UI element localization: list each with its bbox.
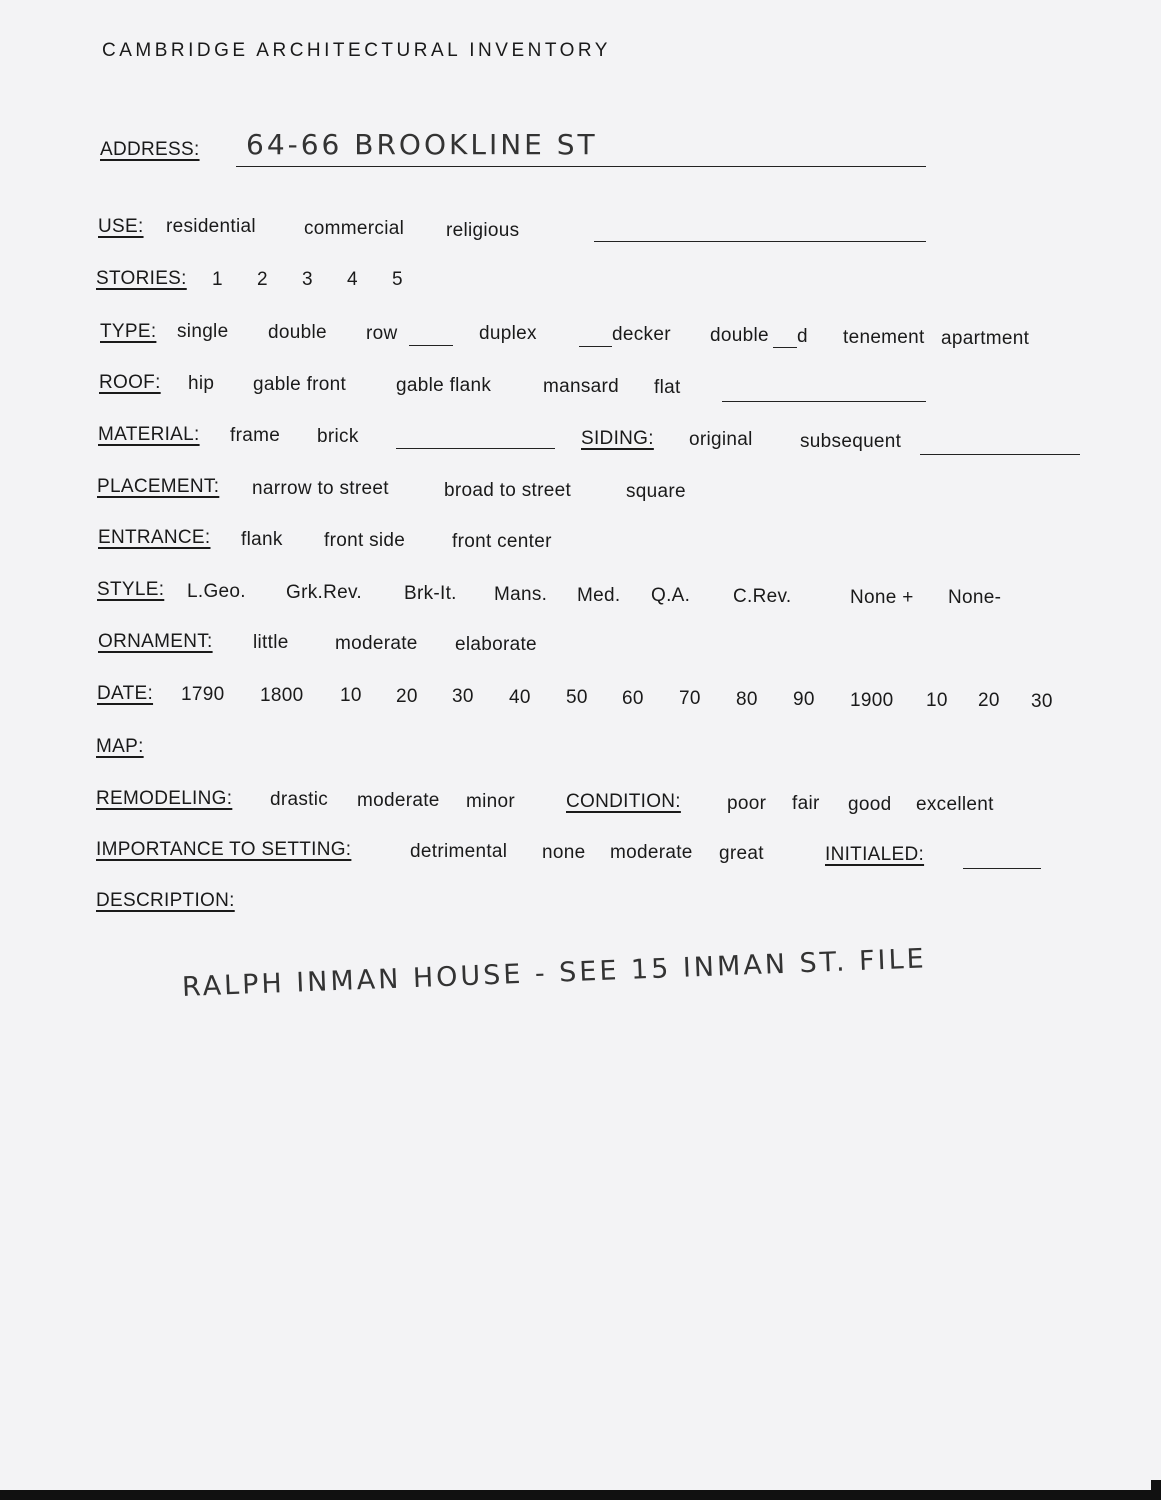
- importance-option-moderate: moderate: [610, 842, 693, 863]
- siding-other-line: [920, 454, 1080, 455]
- siding-option-subsequent: subsequent: [800, 431, 902, 452]
- use-option-religious: religious: [446, 220, 520, 241]
- initialed-label: INITIALED:: [825, 844, 925, 865]
- stories-option-4: 4: [347, 269, 358, 290]
- siding-label: SIDING:: [581, 428, 654, 449]
- ornament-option-moderate: moderate: [335, 633, 418, 654]
- date-option-1930: 30: [1031, 691, 1053, 712]
- type-option-apartment: apartment: [941, 328, 1030, 349]
- type-double-d-blank: [773, 347, 797, 348]
- type-row-blank: [409, 345, 453, 346]
- style-option-qa: Q.A.: [651, 585, 691, 606]
- map-label: MAP:: [96, 736, 144, 757]
- description-handwritten-value: RALPH INMAN HOUSE - SEE 15 INMAN ST. FILE: [181, 943, 928, 1003]
- importance-label: IMPORTANCE TO SETTING:: [96, 839, 352, 860]
- type-option-decker: decker: [612, 324, 671, 345]
- remodeling-option-minor: minor: [466, 791, 516, 812]
- style-option-grkrev: Grk.Rev.: [286, 582, 362, 603]
- placement-option-broad: broad to street: [444, 480, 572, 501]
- placement-label: PLACEMENT:: [97, 476, 220, 497]
- date-option-1920: 20: [978, 690, 1000, 711]
- use-option-residential: residential: [166, 216, 256, 237]
- date-option-50: 50: [566, 687, 588, 708]
- type-decker-blank: [579, 346, 612, 347]
- date-option-1790: 1790: [181, 684, 225, 705]
- condition-option-excellent: excellent: [916, 794, 994, 815]
- date-option-1900: 1900: [850, 690, 894, 711]
- type-option-double-d: double: [710, 325, 769, 346]
- stories-option-2: 2: [257, 269, 268, 290]
- date-label: DATE:: [97, 683, 154, 704]
- entrance-option-front-center: front center: [452, 531, 552, 552]
- type-option-single: single: [177, 321, 229, 342]
- use-other-line: [594, 241, 926, 242]
- initialed-line: [963, 868, 1041, 869]
- date-option-40: 40: [509, 687, 531, 708]
- style-label: STYLE:: [97, 579, 165, 600]
- entrance-label: ENTRANCE:: [98, 527, 211, 548]
- stories-label: STORIES:: [96, 268, 187, 289]
- date-option-60: 60: [622, 688, 644, 709]
- date-option-90: 90: [793, 689, 815, 710]
- type-option-double: double: [268, 322, 327, 343]
- date-option-30: 30: [452, 686, 474, 707]
- material-option-frame: frame: [230, 425, 281, 446]
- date-option-10: 10: [340, 685, 362, 706]
- remodeling-option-drastic: drastic: [270, 789, 329, 810]
- roof-other-line: [722, 401, 926, 402]
- form-title: CAMBRIDGE ARCHITECTURAL INVENTORY: [102, 40, 611, 61]
- style-option-med: Med.: [577, 585, 621, 606]
- ornament-option-little: little: [253, 632, 289, 653]
- date-option-1800: 1800: [260, 685, 304, 706]
- scan-edge-bottom: [0, 1490, 1161, 1500]
- roof-option-gable-flank: gable flank: [396, 375, 492, 396]
- scan-edge-corner: [1151, 1480, 1161, 1500]
- address-handwritten-value: 64-66 BROOKLINE ST: [246, 128, 598, 161]
- remodeling-label: REMODELING:: [96, 788, 233, 809]
- stories-option-5: 5: [392, 269, 403, 290]
- condition-option-fair: fair: [792, 793, 820, 814]
- roof-option-mansard: mansard: [543, 376, 620, 397]
- ornament-label: ORNAMENT:: [98, 631, 213, 652]
- material-option-brick: brick: [317, 426, 359, 447]
- date-option-1910: 10: [926, 690, 948, 711]
- importance-option-none: none: [542, 842, 586, 863]
- placement-option-narrow: narrow to street: [252, 478, 389, 499]
- stories-option-1: 1: [212, 269, 223, 290]
- roof-label: ROOF:: [99, 372, 161, 393]
- remodeling-option-moderate: moderate: [357, 790, 440, 811]
- material-label: MATERIAL:: [98, 424, 200, 445]
- type-option-d: d: [797, 326, 808, 347]
- importance-option-great: great: [719, 843, 764, 864]
- condition-option-good: good: [848, 794, 892, 815]
- type-option-tenement: tenement: [843, 327, 925, 348]
- roof-option-hip: hip: [188, 373, 215, 394]
- date-option-70: 70: [679, 688, 701, 709]
- use-option-commercial: commercial: [304, 218, 405, 239]
- stories-option-3: 3: [302, 269, 313, 290]
- style-option-mans: Mans.: [494, 584, 548, 605]
- style-option-none-plus: None +: [850, 587, 914, 608]
- entrance-option-front-side: front side: [324, 530, 406, 551]
- type-label: TYPE:: [100, 321, 157, 342]
- condition-label: CONDITION:: [566, 791, 681, 812]
- type-option-duplex: duplex: [479, 323, 537, 344]
- siding-option-original: original: [689, 429, 753, 450]
- address-label: ADDRESS:: [100, 139, 200, 160]
- roof-option-flat: flat: [654, 377, 681, 398]
- placement-option-square: square: [626, 481, 686, 502]
- importance-option-detrimental: detrimental: [410, 841, 508, 862]
- description-label: DESCRIPTION:: [96, 890, 235, 911]
- style-option-none-minus: None-: [948, 587, 1002, 608]
- style-option-lgeo: L.Geo.: [187, 581, 246, 602]
- condition-option-poor: poor: [727, 793, 767, 814]
- type-option-row: row: [366, 323, 398, 344]
- ornament-option-elaborate: elaborate: [455, 634, 537, 655]
- date-option-20: 20: [396, 686, 418, 707]
- style-option-crev: C.Rev.: [733, 586, 792, 607]
- date-option-80: 80: [736, 689, 758, 710]
- roof-option-gable-front: gable front: [253, 374, 347, 395]
- entrance-option-flank: flank: [241, 529, 283, 550]
- address-line: [236, 166, 926, 167]
- material-other-line: [396, 448, 555, 449]
- style-option-brkit: Brk-It.: [404, 583, 457, 604]
- use-label: USE:: [98, 216, 144, 237]
